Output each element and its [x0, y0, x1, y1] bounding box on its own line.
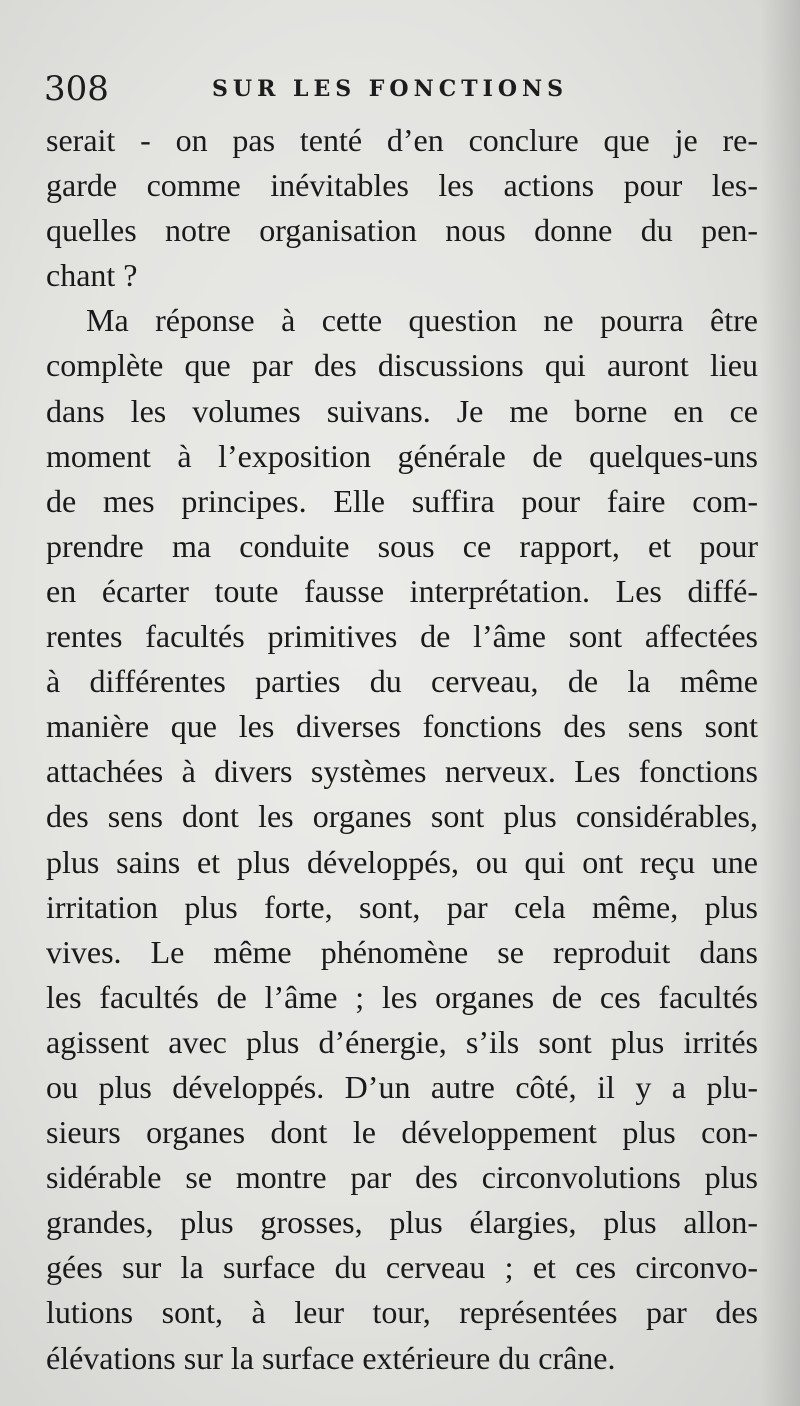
page-header [44, 64, 764, 114]
text-line: les facultés de l’âme ; les organes de ces facultés [46, 978, 758, 1015]
text-line: élévations sur la surface extérieure du crâne. [46, 1339, 616, 1376]
text-line: gées sur la surface du cerveau ; et ces circonvo- [46, 1249, 758, 1286]
running-head: SUR LES FONCTIONS [212, 76, 569, 102]
text-line: manière que les diverses fonctions des sens sont [46, 708, 758, 745]
text-line: agissent avec plus d’énergie, s’ils sont plus irrités [46, 1023, 758, 1060]
text-line: plus sains et plus développés, ou qui ont reçu une [46, 843, 758, 880]
text-line: grandes, plus grosses, plus élargies, plus allon- [46, 1204, 758, 1241]
text-line: garde comme inévitables les actions pour les- [46, 167, 758, 204]
text-line: ou plus développés. D’un autre côté, il y a plu- [46, 1068, 758, 1105]
text-line: à différentes parties du cerveau, de la même [46, 663, 758, 700]
text-line: quelles notre organisation nous donne du pen- [46, 212, 758, 249]
page-number: 308 [44, 69, 109, 109]
text-line: en écarter toute fausse interprétation. Les diffé- [46, 572, 758, 609]
text-line: irritation plus forte, sont, par cela même, plus [46, 888, 758, 925]
body-text [46, 118, 758, 1381]
text-line: prendre ma conduite sous ce rapport, et pour [46, 527, 758, 564]
text-line: complète que par des discussions qui auront lieu [46, 347, 758, 384]
text-line: dans les volumes suivans. Je me borne en ce [46, 392, 758, 429]
text-line: des sens dont les organes sont plus considérables, [46, 798, 758, 835]
text-line: sidérable se montre par des circonvolutions plus [46, 1159, 758, 1196]
text-line: serait - on pas tenté d’en conclure que je re- [46, 122, 758, 158]
text-line: rentes facultés primitives de l’âme sont affectées [46, 618, 758, 655]
text-line: lutions sont, à leur tour, représentées par des [46, 1294, 758, 1331]
text-line: Ma réponse à cette question ne pourra être [86, 302, 758, 339]
text-line: chant ? [46, 257, 138, 294]
text-line: de mes principes. Elle suffira pour faire com- [46, 482, 758, 519]
text-line: sieurs organes dont le développement plus con- [46, 1114, 758, 1151]
text-line: moment à l’exposition générale de quelques-uns [46, 437, 758, 474]
text-line: vives. Le même phénomène se reproduit dans [46, 933, 758, 970]
text-line: attachées à divers systèmes nerveux. Les fonctions [46, 753, 758, 790]
